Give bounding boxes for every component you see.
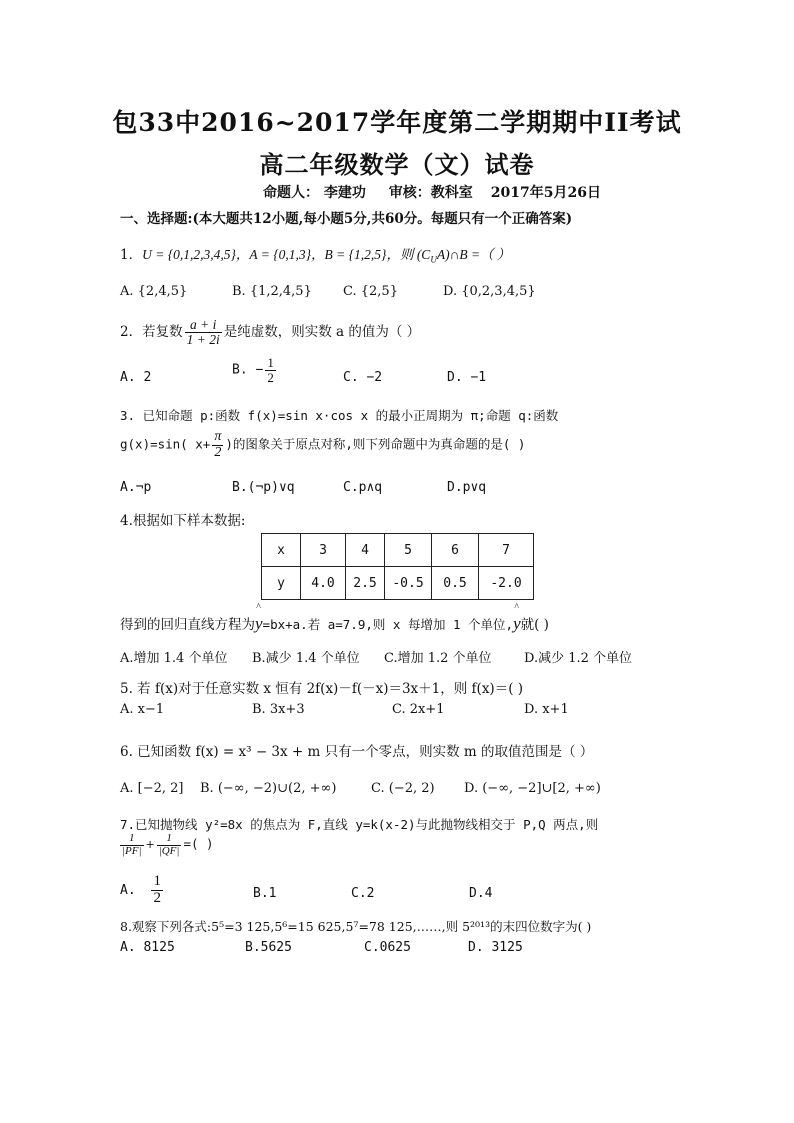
- q2-optb-num: 1: [267, 355, 274, 370]
- q7-option-b: B.1: [253, 886, 277, 901]
- q7-eq: =( ): [183, 836, 214, 852]
- q1-option-b: B. {1,2,4,5}: [232, 284, 312, 299]
- table-cell: 3: [301, 534, 346, 567]
- q3-line1: 3. 已知命题 p:函数 f(x)=sin x·cos x 的最小正周期为 π;命题 q:函数: [120, 408, 559, 423]
- exam-meta: [263, 182, 619, 202]
- q7-option-a: [120, 874, 165, 907]
- q7-line1: 7.已知抛物线 y²=8x 的焦点为 F,直线 y=k(x-2)与此抛物线相交于 P,Q 两点,则: [120, 817, 599, 832]
- q3-option-d: D.p∨q: [447, 480, 487, 495]
- reviewer: 审核：教科室: [388, 185, 473, 201]
- q7-f1-den: |PF|: [122, 844, 142, 857]
- question-1: [120, 243, 510, 265]
- q7-option-c: C.2: [351, 886, 375, 901]
- q7-opta-fraction: [151, 874, 163, 907]
- q3-line2: [120, 430, 525, 460]
- q4-stem: [120, 613, 549, 634]
- q2-num: a + i: [185, 318, 222, 333]
- q4-option-d: D.减少 1.2 个单位: [524, 651, 633, 666]
- sample-data-table: [261, 533, 534, 600]
- q4-option-a: A.增加 1.4 个单位: [120, 651, 228, 666]
- q8-option-b: B.5625: [245, 940, 292, 955]
- exam-date: 2017年5月26日: [490, 185, 601, 201]
- q2-stem-end: 是纯虚数，则实数 a 的值为（ ）: [223, 324, 421, 341]
- q2-fraction: [185, 318, 222, 347]
- q2-option-a: A. 2: [120, 370, 152, 385]
- q3-two: 2: [214, 444, 222, 460]
- q1-prefix: 1．: [120, 247, 143, 263]
- table-cell: y: [262, 567, 301, 600]
- q3-fraction: [212, 430, 223, 460]
- q5-option-a: A. x−1: [120, 702, 165, 717]
- q6-option-b: B. (−∞, −2)∪(2, +∞): [200, 781, 337, 796]
- table-cell: 7: [479, 534, 534, 567]
- q8-option-d: D. 3125: [468, 940, 523, 955]
- q4-y-hat-2: ^ y: [513, 614, 521, 634]
- q7-opta-num: 1: [153, 873, 161, 889]
- q7-expression: [118, 833, 214, 857]
- q1-option-c: C. {2,5}: [343, 284, 398, 299]
- q3-pi: π: [214, 429, 222, 444]
- q6-option-d: D. (−∞, −2]∪[2, +∞): [464, 781, 601, 796]
- q7-fraction-2: [157, 833, 182, 857]
- q7-opta-prefix: A.: [120, 882, 136, 898]
- q3-option-c: C.p∧q: [343, 480, 383, 495]
- table-cell: 2.5: [346, 567, 385, 600]
- q5-option-c: C. 2x+1: [392, 702, 445, 717]
- q1-option-d: D. {0,2,3,4,5}: [443, 284, 536, 299]
- table-cell: 6: [432, 534, 479, 567]
- q3-option-a: A.¬p: [120, 480, 152, 495]
- q2-optb-fraction: [265, 356, 276, 384]
- section-heading: 一、选择题:(本大题共12小题,每小题5分,共60分。每题只有一个正确答案): [120, 211, 573, 227]
- q4-stem-end: 就( ): [520, 617, 549, 633]
- table-cell: x: [262, 534, 301, 567]
- q7-f1-num: 1: [120, 833, 144, 846]
- q6-option-c: C. (−2, 2): [371, 781, 435, 796]
- q7-option-d: D.4: [469, 886, 493, 901]
- q3-line2-post: )的图象关于原点对称,则下列命题中为真命题的是( ): [225, 436, 526, 452]
- q8-option-c: C.0625: [364, 940, 411, 955]
- q3-option-b: B.(¬p)∨q: [232, 480, 295, 495]
- table-row-y: [262, 567, 534, 600]
- q4-stem-mid: =bx+a.若 a=7.9,则 x 每增加 1 个单位,: [262, 617, 514, 632]
- q5-option-b: B. 3x+3: [252, 702, 305, 717]
- q2-den: 1 + 2i: [186, 332, 220, 348]
- q2-optb-den: 2: [267, 369, 274, 385]
- q2-optb-prefix: B. −: [232, 362, 264, 378]
- q8-stem: 8.观察下列各式:5⁵=3 125,5⁶=15 625,5⁷=78 125,……,则 5²⁰¹³的末四位数字为( ): [120, 919, 592, 934]
- q5-option-d: D. x+1: [524, 702, 569, 717]
- q4-stem-pre: 得到的回归直线方程为: [120, 617, 255, 633]
- table-cell: -0.5: [385, 567, 432, 600]
- q7-plus: +: [145, 838, 155, 852]
- exam-subtitle: 高二年级数学（文）试卷: [259, 150, 535, 179]
- q4-option-c: C.增加 1.2 个单位: [384, 651, 492, 666]
- q2-option-b: [232, 356, 278, 384]
- q8-option-a: A. 8125: [120, 940, 175, 955]
- exam-title: 包33中2016~2017学年度第二学期期中II考试: [112, 108, 682, 137]
- q6-stem: 6. 已知函数 f(x) = x³ − 3x + m 只有一个零点，则实数 m 的取值范围是（ ）: [120, 744, 594, 760]
- table-cell: 4.0: [301, 567, 346, 600]
- table-cell: 4: [346, 534, 385, 567]
- q4-y-hat: ^ y: [255, 614, 263, 634]
- table-cell: -2.0: [479, 567, 534, 600]
- q7-f2-den: |QF|: [158, 844, 180, 857]
- q1-stem-end: A)∩B =（ ）: [436, 247, 511, 262]
- table-row-x: [262, 534, 534, 567]
- q7-fraction-1: [120, 833, 144, 857]
- q7-f2-num: 1: [157, 833, 182, 846]
- q1-stem: U = {0,1,2,3,4,5}，A = {0,1,3}，B = {1,2,5}，则 (C: [142, 247, 431, 262]
- q6-option-a: A. [−2, 2]: [120, 781, 184, 796]
- q3-line2-pre: g(x)=sin( x+: [120, 436, 211, 452]
- q4-intro: 4.根据如下样本数据:: [120, 513, 246, 529]
- q4-option-b: B.减少 1.4 个单位: [252, 651, 360, 666]
- q5-stem: 5. 若 f(x)对于任意实数 x 恒有 2f(x)－f(－x)＝3x＋1，则 f(x)＝( ): [120, 681, 524, 697]
- q2-prefix: 2．若复数: [120, 324, 183, 341]
- q2-option-d: D. −1: [447, 370, 487, 385]
- author: 命题人： 李建功: [263, 185, 366, 201]
- q2-option-c: C. −2: [343, 370, 383, 385]
- table-cell: 5: [385, 534, 432, 567]
- q1-option-a: A. {2,4,5}: [120, 284, 188, 299]
- q1-sub: U: [430, 254, 437, 265]
- table-cell: 0.5: [432, 567, 479, 600]
- question-2: [120, 318, 420, 347]
- q7-opta-den: 2: [153, 889, 161, 906]
